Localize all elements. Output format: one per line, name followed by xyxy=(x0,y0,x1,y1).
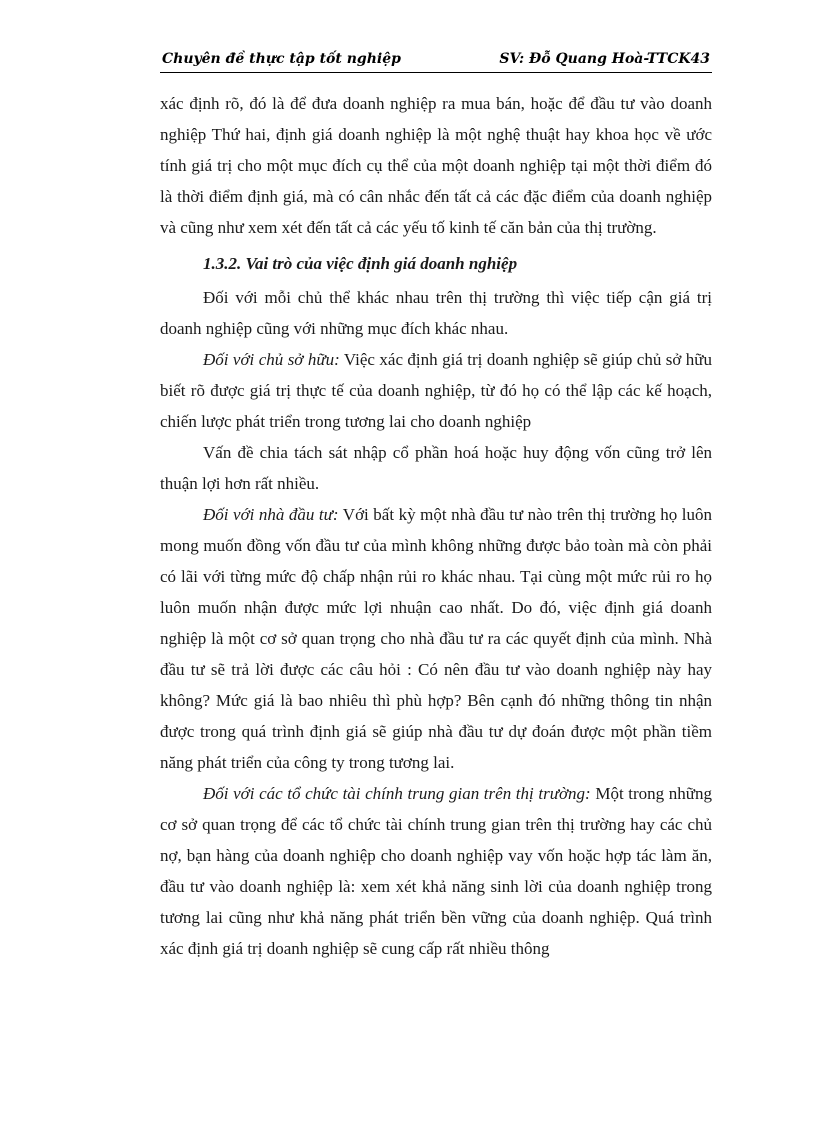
intermediaries-label: Đối với các tổ chức tài chính trung gian trên thị trường: xyxy=(203,784,591,803)
paragraph-intermediaries xyxy=(160,778,712,964)
header-title: Chuyên đề thực tập tốt nghiệp xyxy=(162,51,401,67)
header-author: SV: Đỗ Quang Hoà-TTCK43 xyxy=(499,51,710,67)
page-header xyxy=(160,46,712,73)
paragraph-owners xyxy=(160,344,712,437)
paragraph-subjects: Đối với mỗi chủ thể khác nhau trên thị trường thì việc tiếp cận giá trị doanh nghiệp cũng với những mục đích khác nhau. xyxy=(160,288,712,338)
investors-text: Với bất kỳ một nhà đầu tư nào trên thị trường họ luôn mong muốn đồng vốn đầu tư của mình không những được bảo toàn mà còn phải có lãi với từng mức độ chấp nhận rủi ro khác nhau. Tại cùng một mức rủi ro họ luôn muốn nhận được mức lợi nhuận cao nhất. Do đó, việc định giá doanh nghiệp là một cơ sở quan trọng cho nhà đầu tư ra các quyết định của mình. Nhà đầu tư sẽ trả lời được các câu hỏi : Có nên đầu tư vào doanh nghiệp này hay không? Mức giá là bao nhiêu thì phù hợp? Bên cạnh đó những thông tin nhận được trong quá trình định giá sẽ giúp nhà đầu tư dự đoán được một phần tiềm năng phát triển của công ty trong tương lai. xyxy=(160,505,712,772)
owners-text: Việc xác định giá trị doanh nghiệp sẽ giúp chủ sở hữu biết rõ được giá trị thực tế của doanh nghiệp, từ đó họ có thể lập các kế hoạch, chiến lược phát triển trong tương lai cho doanh nghiệp xyxy=(160,350,713,431)
section-heading: 1.3.2. Vai trò của việc định giá doanh nghiệp xyxy=(203,254,518,273)
paragraph-restructuring: Vấn đề chia tách sát nhập cổ phần hoá hoặc huy động vốn cũng trở lên thuận lợi hơn rất nhiều. xyxy=(160,443,712,493)
intermediaries-text: Một trong những cơ sở quan trọng để các tổ chức tài chính trung gian trên thị trường hay các chủ nợ, bạn hàng của doanh nghiệp cho doanh nghiệp vay vốn hoặc hợp tác làm ăn, đầu tư vào doanh nghiệp là: xem xét khả năng sinh lời của doanh nghiệp trong tương lai cũng như khả năng phát triển bền vững của doanh nghiệp. Quá trình xác định giá trị doanh nghiệp sẽ cung cấp rất nhiều thông xyxy=(160,784,712,958)
document-body xyxy=(160,88,712,964)
investors-label: Đối với nhà đầu tư: xyxy=(203,505,339,524)
paragraph-investors xyxy=(160,499,712,778)
paragraph-intro: xác định rõ, đó là để đưa doanh nghiệp ra mua bán, hoặc để đầu tư vào doanh nghiệp Thứ hai, định giá doanh nghiệp là một nghệ thuật hay khoa học về ước tính giá trị cho một mục đích cụ thể của một doanh nghiệp tại một thời điểm đó là thời điểm định giá, mà có cân nhắc đến tất cả các đặc điểm của doanh nghiệp và cũng như xem xét đến tất cả các yếu tố kinh tế căn bản của thị trường. xyxy=(160,94,712,237)
owners-label: Đối với chủ sở hữu: xyxy=(203,350,340,369)
